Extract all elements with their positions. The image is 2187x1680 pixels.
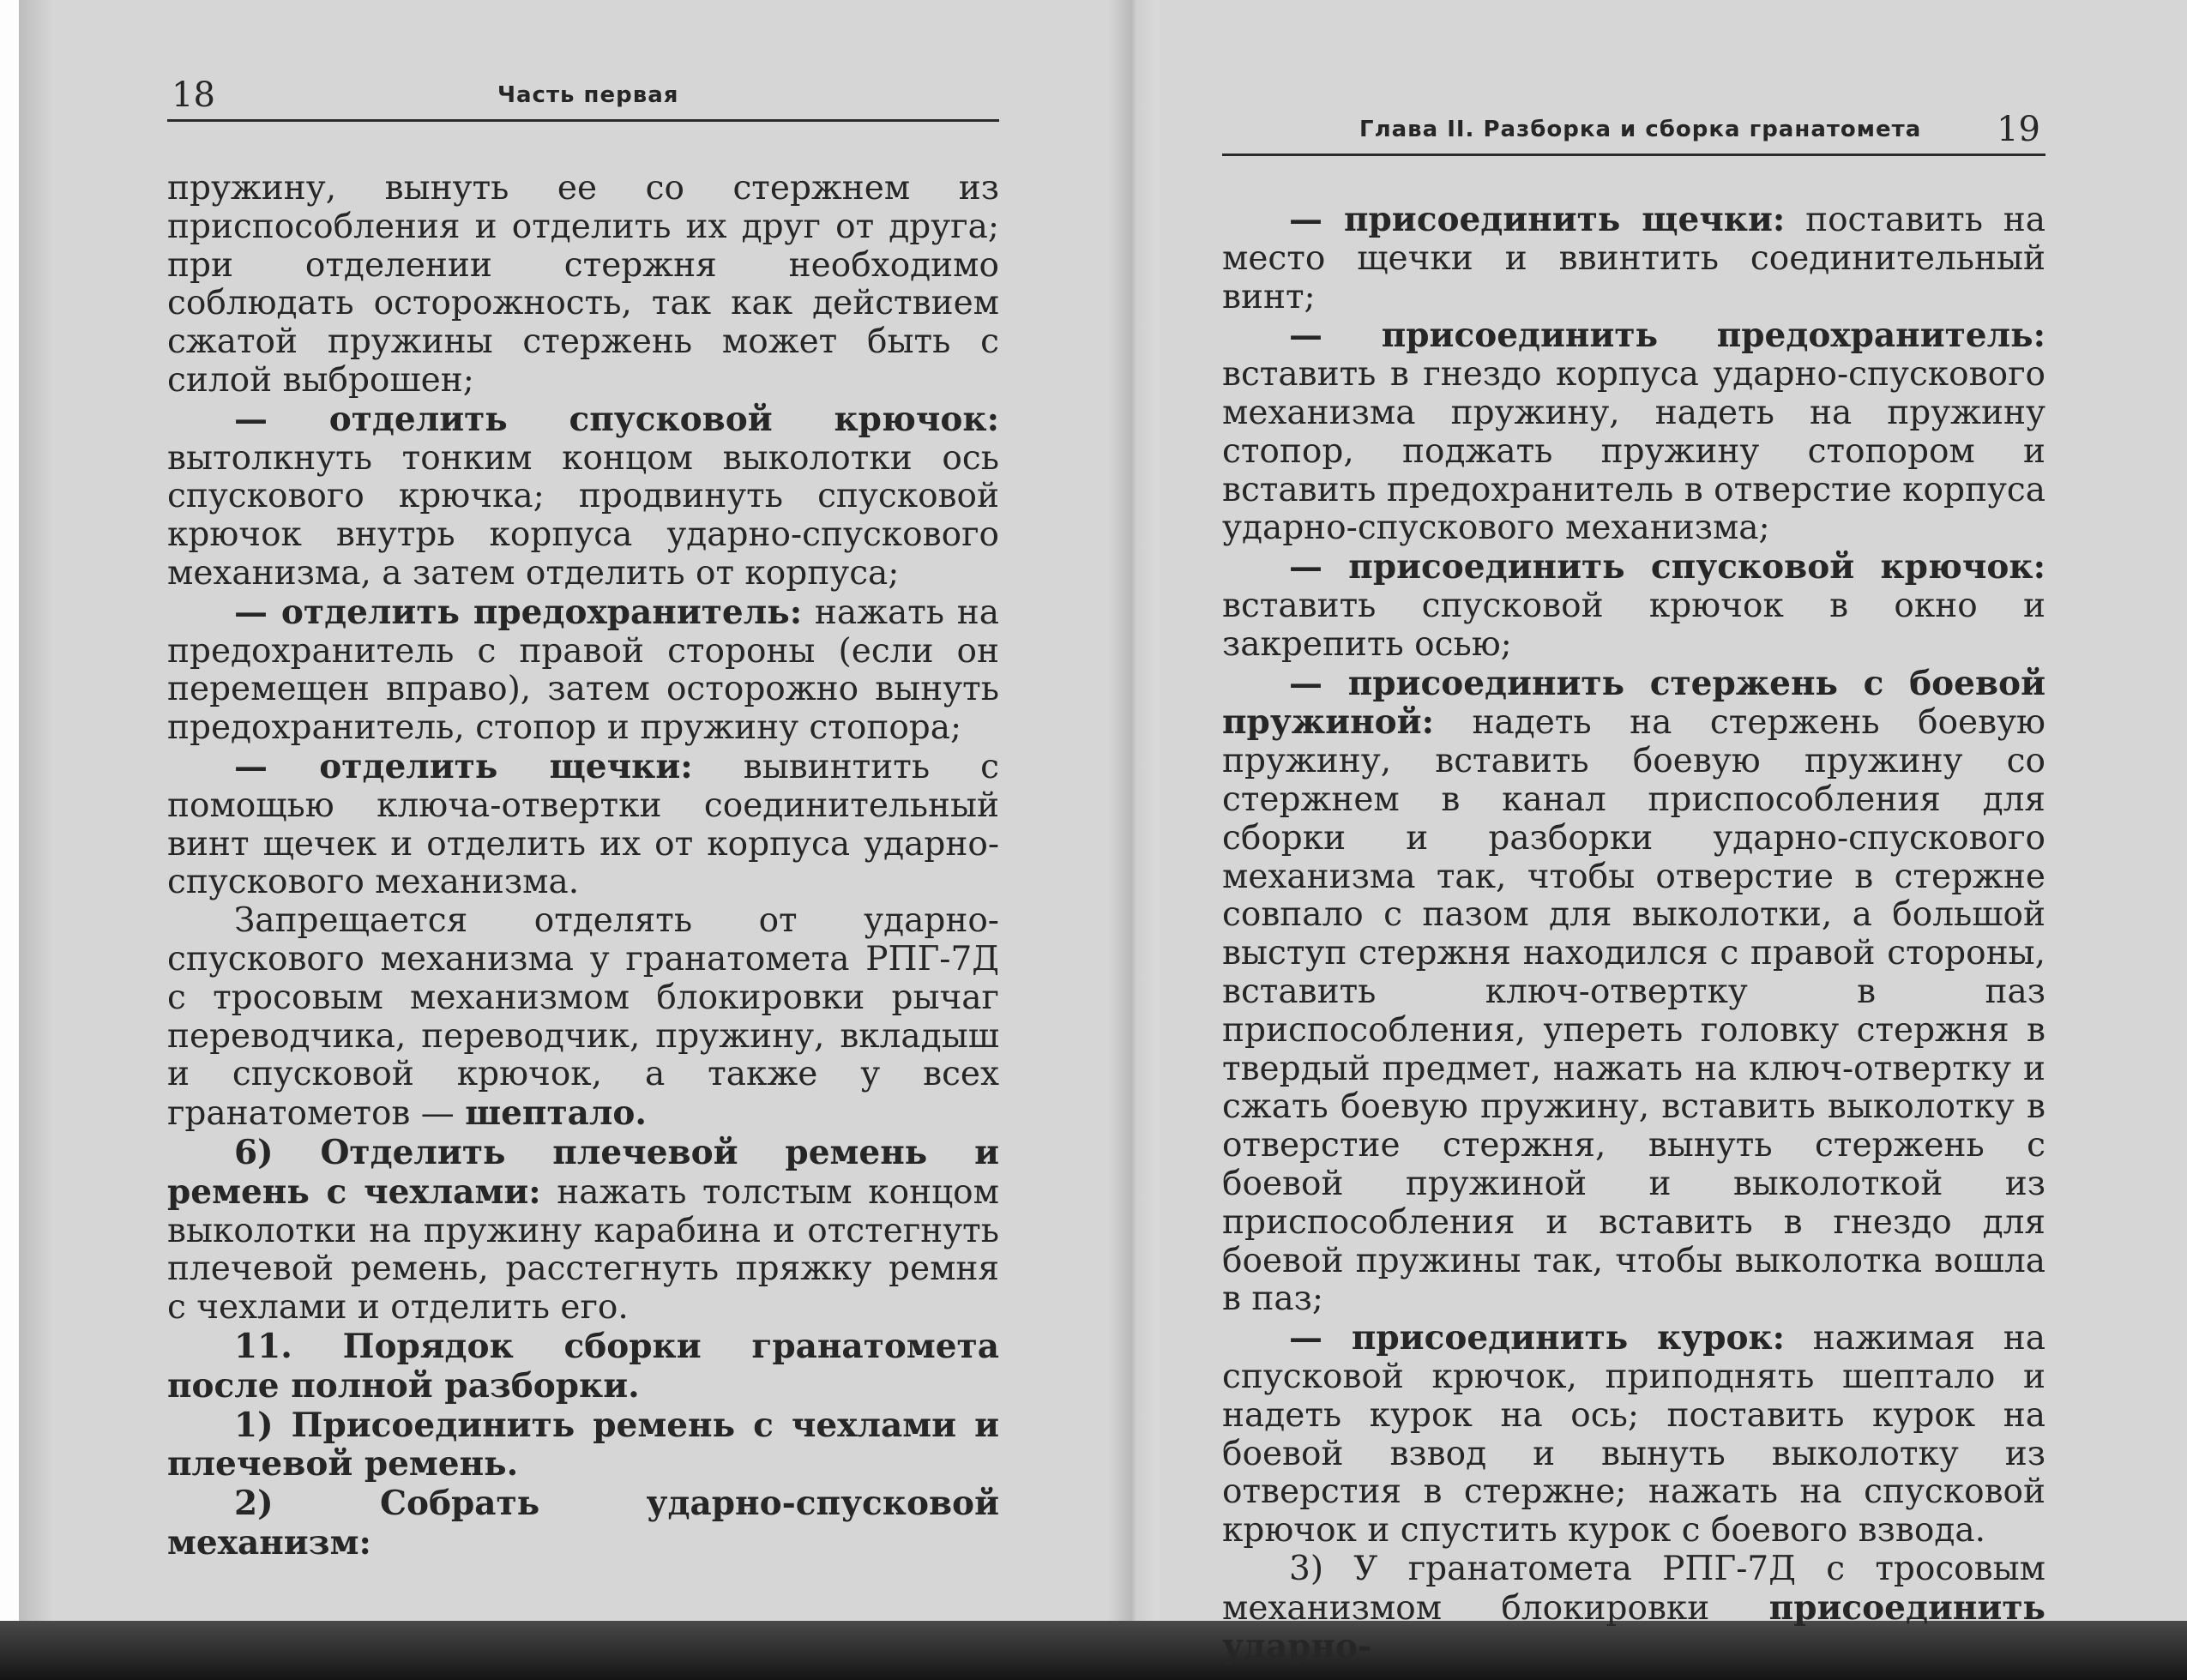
header-rule <box>1222 154 2045 156</box>
paragraph: Запрещается отделять от ударно-спускового механизма у гранатомета РПГ-7Д с тросовым механизмом блокировки рычаг переводчика, переводчик, пружину, вкладыш и спусковой крючок, а также у всех гранатометов — шептало. <box>167 901 999 1134</box>
paragraph: — присоединить спусковой крючок: вставить спусковой крючок в окно и закрепить осью; <box>1222 547 2045 664</box>
running-head: Часть первая <box>497 82 679 108</box>
paragraph: — отделить щечки: вывинтить с помощью ключа-отвертки соединительный винт щечек и отделить их от корпуса ударно-спускового механизма. <box>167 746 999 902</box>
running-head: Глава II. Разборка и сборка гранатомета <box>1359 117 1922 142</box>
paragraph: — присоединить щечки: поставить на место щечки и ввинтить соединительный винт; <box>1222 200 2045 316</box>
paragraph: 3) У гранатомета РПГ-7Д с тросовым механизмом блокировки присоединить ударно- <box>1222 1549 2045 1667</box>
paragraph: — отделить спусковой крючок: вытолкнуть тонким концом выколотки ось спускового крючка; продвинуть спусковой крючок внутрь корпуса ударно-спускового механизма, а затем отделить от корпуса; <box>167 399 999 593</box>
paragraph: 1) Присоединить ремень с чехлами и плечевой ремень. <box>167 1405 999 1484</box>
paragraph: пружину, вынуть ее со стержнем из приспособления и отделить их друг от друга; при отделении стержня необходимо соблюдать осторожность, так как действием сжатой пружины стержень может быть с силой выброшен; <box>167 169 999 400</box>
right-page <box>1222 0 2045 1667</box>
page-number: 19 <box>1997 110 2040 149</box>
page-edge-shadow <box>19 0 53 1621</box>
paragraph: — присоединить стержень с боевой пружиной: надеть на стержень боевую пружину, вставить боевую пружину со стержнем в канал приспособления для сборки и разборки ударно-спускового механизма так, чтобы отверстие в стержне совпало с пазом для выколотки, а большой выступ стержня находился с правой стороны, вставить ключ-отвертку в паз приспособления, упереть головку стержня в твердый предмет, нажать на ключ-отвертку и сжать боевую пружину, вставить выколотку в отверстие стержня, вынуть стержень с боевой пружиной и выколоткой из приспособления и вставить в гнездо для боевой пружины так, чтобы выколотка вошла в паз; <box>1222 663 2045 1319</box>
book-gutter <box>1108 0 1160 1621</box>
section-heading: 11. Порядок сборки гранатомета после полной разборки. <box>167 1326 999 1406</box>
paragraph: 6) Отделить плечевой ремень и ремень с чехлами: нажать толстым концом выколотки на пружину карабина и отстегнуть плечевой ремень, расстегнуть пряжку ремня с чехлами и отделить его. <box>167 1132 999 1328</box>
left-page <box>167 0 999 1612</box>
page-header <box>1222 105 2045 156</box>
paragraph: — присоединить курок: нажимая на спусковой крючок, приподнять шептало и надеть курок на ось; поставить курок на боевой взвод и вынуть выколотку из отверстия в стержне; нажать на спусковой крючок и спустить курок с боевого взвода. <box>1222 1318 2045 1551</box>
page-body <box>1222 201 2045 1667</box>
paragraph: — присоединить предохранитель: вставить в гнездо корпуса ударно-спускового механизма пружину, надеть на пружину стопор, поджать пружину стопором и вставить предохранитель в отверстие корпуса ударно-спускового механизма; <box>1222 316 2045 548</box>
page-body <box>167 170 999 1563</box>
paragraph: — отделить предохранитель: нажать на предохранитель с правой стороны (если он перемещен вправо), затем осторожно вынуть предохранитель, стопор и пружину стопора; <box>167 592 999 748</box>
paragraph: 2) Собрать ударно-спусковой механизм: <box>167 1484 999 1563</box>
page-header <box>167 70 999 122</box>
header-rule <box>167 119 999 122</box>
page-number: 18 <box>172 75 215 115</box>
